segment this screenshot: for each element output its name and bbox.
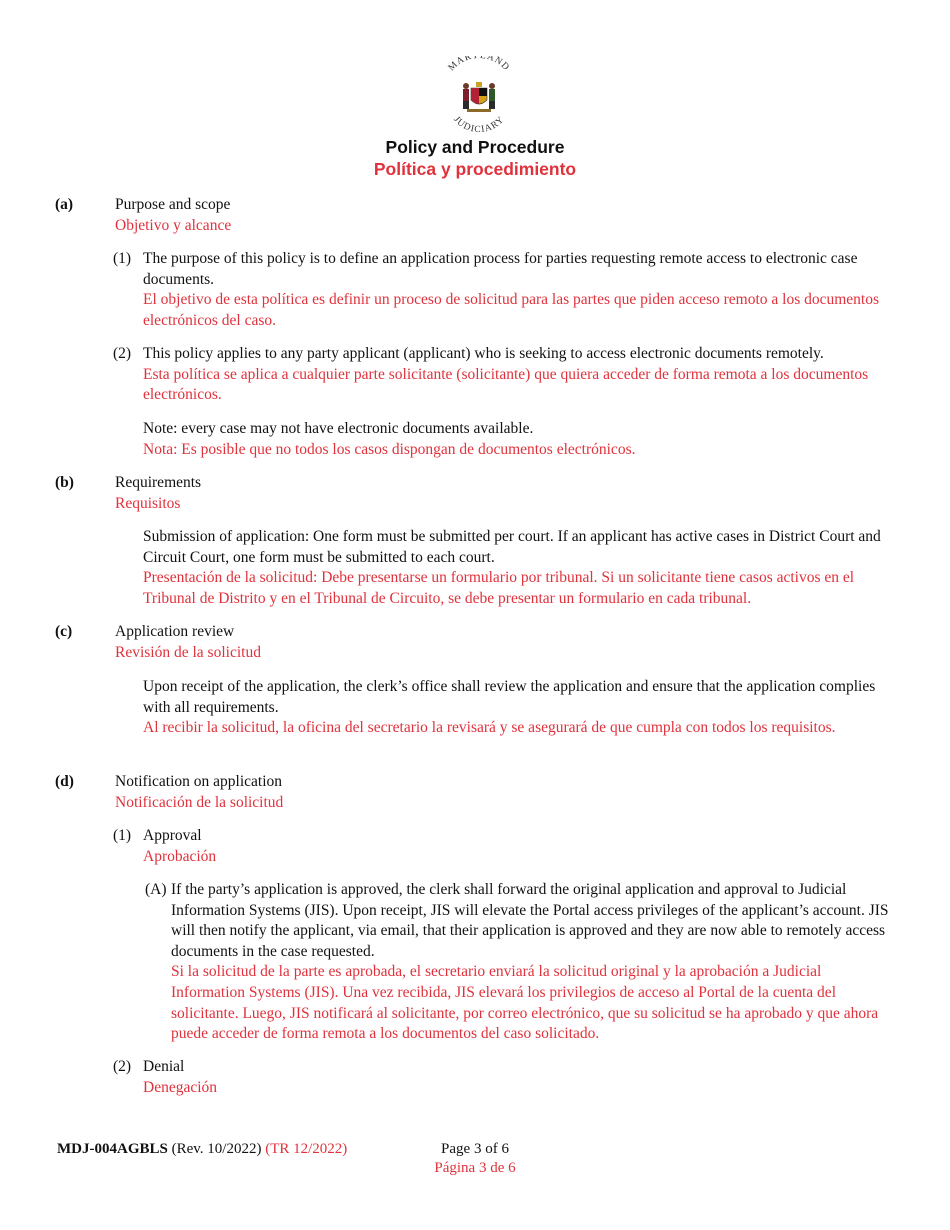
section-b-body-es: Presentación de la solicitud: Debe presentarse un formulario por tribunal. Si un solicitante tiene casos activos en el Tribunal de Distrito y en el Tribunal de Circuito, se debe presentar un formulario en cada tribunal. [143,569,855,607]
section-b-heading [115,473,201,514]
section-d-heading-es: Notificación de la solicitud [115,793,284,811]
section-a-heading [115,195,231,236]
footer-form-id [57,1140,347,1159]
section-d-item1-heading-en: Approval [143,827,202,844]
footer-tr: (TR 12/2022) [265,1141,348,1157]
section-a-item2-en: This policy applies to any party applicant (applicant) who is seeking to access electronic documents remotely. [143,345,824,362]
section-c-label: (c) [55,623,73,640]
section-a-note [143,419,903,460]
section-d-item1-sub-es: Si la solicitud de la parte es aprobada, el secretario enviará la solicitud original y la aprobación a Judicial Information Systems (JIS). Una vez recibida, JIS elevará los privilegios de acceso al Portal de la cuenta del solicitante. Luego, JIS notificará al solicitante, por correo electrónico, que su solicitud se ha aprobado y que ahora puede acceder de forma remota a los documentos del caso solicitado. [171,963,879,1043]
section-b-heading-es: Requisitos [115,494,181,512]
section-d-item1-heading-es: Aprobación [143,847,217,865]
section-d-item1-sub-label: (A) [145,881,167,898]
section-c-heading-es: Revisión de la solicitud [115,643,261,661]
svg-text:MARYLAND [447,56,511,73]
footer-rev: (Rev. 10/2022) [171,1141,262,1157]
section-b-heading-en: Requirements [115,474,202,491]
section-d-heading [115,772,283,813]
section-d-heading-en: Notification on application [115,773,283,790]
section-d-item2-heading [143,1057,217,1098]
section-d-item2-heading-en: Denial [143,1058,185,1075]
section-a-item1-es: El objetivo de esta política es definir un proceso de solicitud para las partes que piden acceso remoto a los documentos electrónicos del caso. [143,291,880,329]
section-a-item1 [143,249,903,331]
seal-icon [437,56,521,136]
section-c-body-en: Upon receipt of the application, the clerk’s office shall review the application and ensure that the application complies with all requirements. [143,678,876,716]
seal-text-top: MARYLAND [446,56,512,74]
section-d-item2-heading-es: Denegación [143,1078,218,1096]
svg-text:JUDICIARY [451,115,507,135]
footer-page-number [400,1140,550,1178]
section-a-item1-label: (1) [113,250,132,267]
seal-text-bottom: JUDICIARY [451,114,507,136]
section-d-item1-heading [143,826,216,867]
section-a-note-es: Nota: Es posible que no todos los casos dispongan de documentos electrónicos. [143,440,636,458]
section-d-item2-label: (2) [113,1058,132,1075]
section-b-body-en: Submission of application: One form must be submitted per court. If an applicant has active cases in District Court and Circuit Court, one form must be submitted to each court. [143,528,881,566]
page-title-spanish: Política y procedimiento [373,159,577,179]
footer-page-en: Page 3 of 6 [441,1141,509,1157]
section-b-body [143,527,903,609]
section-a-item2-es: Esta política se aplica a cualquier parte solicitante (solicitante) que quiera acceder de forma remota a los documentos electrónicos. [143,365,869,404]
section-a-label: (a) [55,196,74,213]
section-b-label: (b) [55,474,74,491]
section-d-item1-sub-en: If the party’s application is approved, the clerk shall forward the original application and approval to Judicial Information Systems (JIS). Upon receipt, JIS will elevate the Portal access privileges of the applicant’s account. JIS will then notify the applicant, via email, that their application is approved and they are now able to remotely access documents in the case requested. [171,881,889,960]
section-c-body-es: Al recibir la solicitud, la oficina del secretario la revisará y se asegurará de que cumpla con todos los requisitos. [143,719,836,737]
footer-form-code: MDJ-004AGBLS [57,1141,168,1157]
section-a-item2-label: (2) [113,345,132,362]
section-a-note-en: Note: every case may not have electronic documents available. [143,420,534,437]
section-d-item1-label: (1) [113,827,132,844]
section-a-heading-en: Purpose and scope [115,196,231,213]
section-c-heading [115,622,261,663]
section-d-label: (d) [55,773,74,790]
section-a-item1-en: The purpose of this policy is to define an application process for parties requesting remote access to electronic case documents. [143,250,858,288]
section-a-heading-es: Objetivo y alcance [115,216,232,234]
section-d-item1-sub [171,880,899,1045]
section-c-heading-en: Application review [115,623,235,640]
maryland-judiciary-seal [437,56,521,136]
page-title: Policy and Procedure [385,137,565,157]
section-a-item2 [143,344,903,406]
footer-page-es: Página 3 de 6 [434,1160,516,1176]
section-c-body [143,677,903,739]
